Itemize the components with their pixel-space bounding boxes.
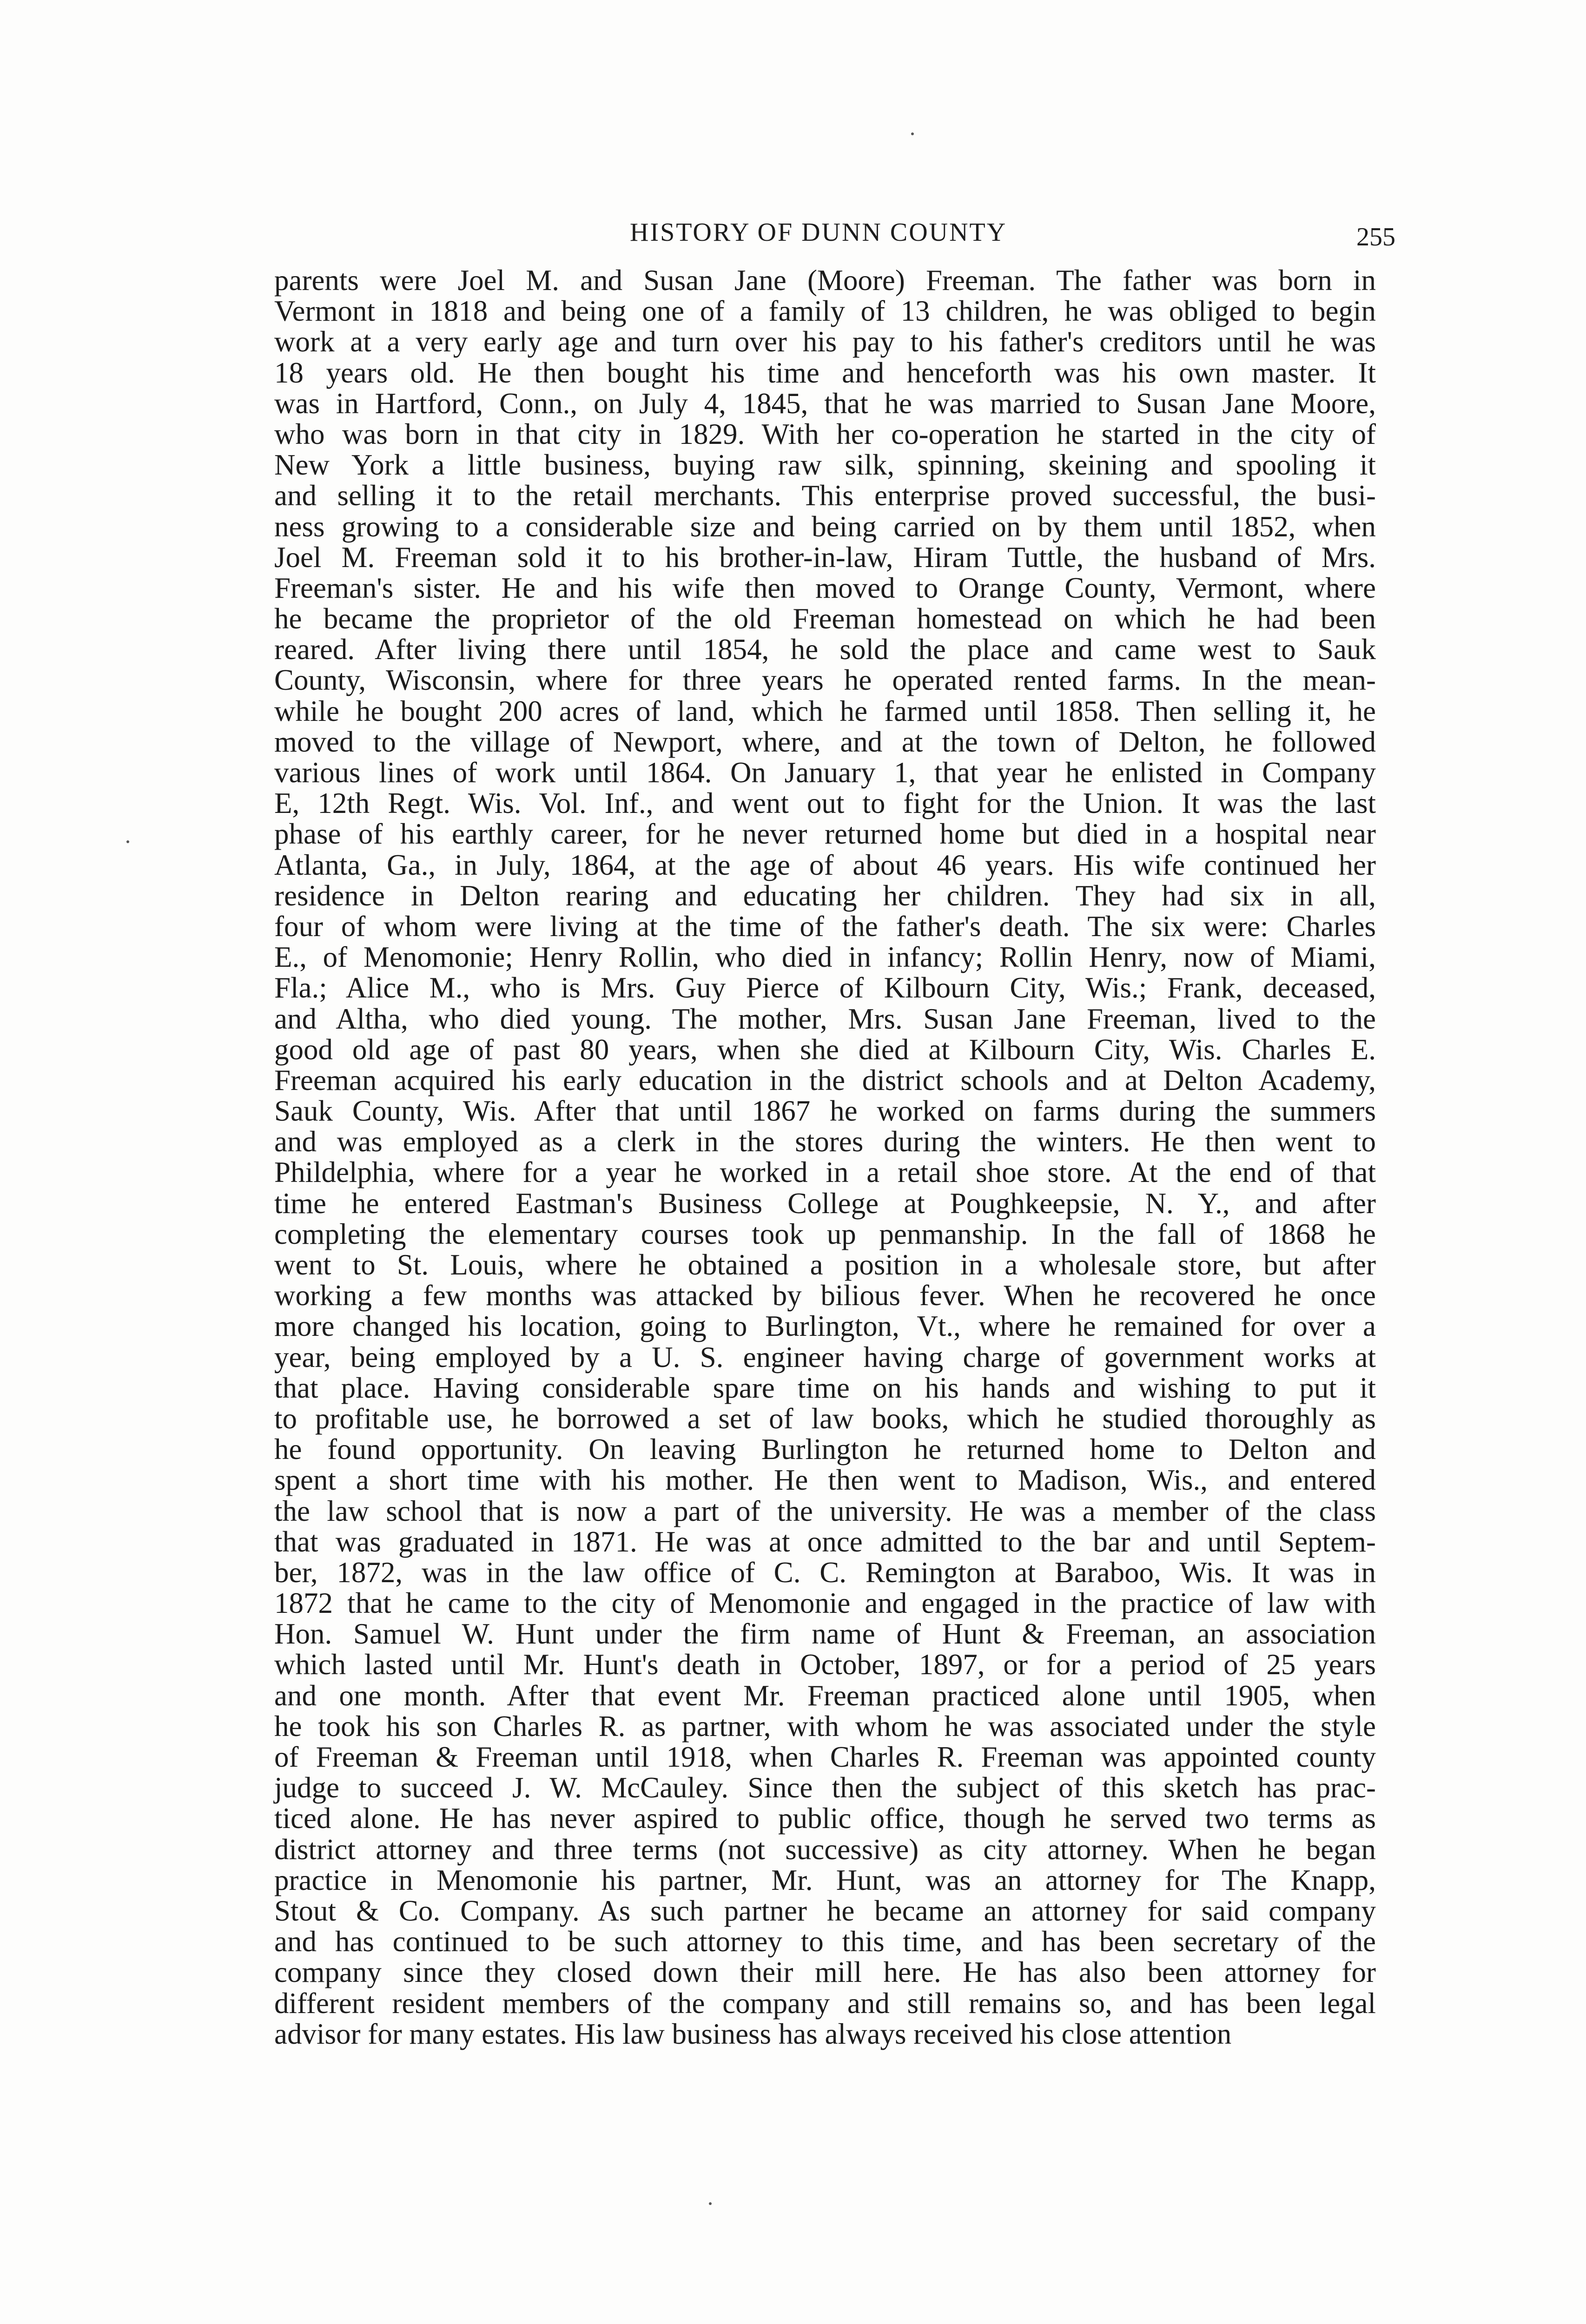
running-head: HISTORY OF DUNN COUNTY bbox=[630, 218, 1007, 247]
text-line: to profitable use, he borrowed a set of law books, which he studied thoroughly as bbox=[274, 1402, 1376, 1435]
text-line: ticed alone. He has never aspired to public office, though he served two terms as bbox=[274, 1802, 1376, 1835]
text-line: working a few months was attacked by bilious fever. When he recovered he once bbox=[274, 1279, 1376, 1312]
text-line: good old age of past 80 years, when she died at Kilbourn City, Wis. Charles E. bbox=[274, 1033, 1376, 1066]
text-line: judge to succeed J. W. McCauley. Since then the subject of this sketch has prac- bbox=[274, 1771, 1376, 1804]
text-line: completing the elementary courses took up penmanship. In the fall of 1868 he bbox=[274, 1217, 1376, 1250]
scan-speck bbox=[911, 132, 914, 135]
text-line: spent a short time with his mother. He then went to Madison, Wis., and entered bbox=[274, 1464, 1376, 1497]
text-line: New York a little business, buying raw silk, spinning, skeining and spooling it bbox=[274, 449, 1376, 482]
text-line: and was employed as a clerk in the stores during the winters. He then went to bbox=[274, 1125, 1376, 1158]
text-line: advisor for many estates. His law business has always received his close attention bbox=[274, 2017, 1232, 2050]
text-line: Freeman's sister. He and his wife then moved to Orange County, Vermont, where bbox=[274, 571, 1376, 604]
text-line: time he entered Eastman's Business College at Poughkeepsie, N. Y., and after bbox=[274, 1187, 1376, 1220]
text-line: Hon. Samuel W. Hunt under the firm name of Hunt & Freeman, an association bbox=[274, 1618, 1376, 1651]
body-paragraph bbox=[274, 265, 1376, 2049]
text-line: he became the proprietor of the old Freeman homestead on which he had been bbox=[274, 602, 1376, 635]
text-line: district attorney and three terms (not successive) as city attorney. When he began bbox=[274, 1833, 1376, 1866]
text-line: practice in Menomonie his partner, Mr. Hunt, was an attorney for The Knapp, bbox=[274, 1863, 1376, 1896]
text-line: company since they closed down their mill here. He has also been attorney for bbox=[274, 1956, 1376, 1989]
text-line: was in Hartford, Conn., on July 4, 1845, that he was married to Susan Jane Moore, bbox=[274, 387, 1376, 420]
text-line: Fla.; Alice M., who is Mrs. Guy Pierce of Kilbourn City, Wis.; Frank, deceased, bbox=[274, 971, 1376, 1004]
text-line: and one month. After that event Mr. Freeman practiced alone until 1905, when bbox=[274, 1679, 1376, 1712]
text-line: Atlanta, Ga., in July, 1864, at the age of about 46 years. His wife continued her bbox=[274, 848, 1376, 881]
scan-speck bbox=[126, 840, 129, 843]
text-line: Freeman acquired his early education in the district schools and at Delton Academy, bbox=[274, 1063, 1376, 1096]
scan-speck bbox=[709, 2202, 712, 2205]
text-line: which lasted until Mr. Hunt's death in October, 1897, or for a period of 25 years bbox=[274, 1648, 1376, 1681]
text-line: the law school that is now a part of the university. He was a member of the class bbox=[274, 1494, 1376, 1527]
text-line: E, 12th Regt. Wis. Vol. Inf., and went out to fight for the Union. It was the last bbox=[274, 787, 1376, 820]
text-line: E., of Menomonie; Henry Rollin, who died in infancy; Rollin Henry, now of Miami, bbox=[274, 941, 1376, 974]
text-line: Vermont in 1818 and being one of a family of 13 children, he was obliged to begin bbox=[274, 295, 1376, 328]
text-line: ness growing to a considerable size and being carried on by them until 1852, when bbox=[274, 510, 1376, 543]
text-line: that place. Having considerable spare time on his hands and wishing to put it bbox=[274, 1371, 1376, 1404]
text-line: phase of his earthly career, for he never returned home but died in a hospital near bbox=[274, 818, 1376, 851]
text-line: 1872 that he came to the city of Menomonie and engaged in the practice of law with bbox=[274, 1587, 1376, 1620]
text-line: 18 years old. He then bought his time and henceforth was his own master. It bbox=[274, 356, 1376, 389]
text-line: work at a very early age and turn over his pay to his father's creditors until he was bbox=[274, 325, 1376, 358]
text-line: different resident members of the company and still remains so, and has been legal bbox=[274, 1987, 1376, 2020]
text-line: who was born in that city in 1829. With her co-operation he started in the city of bbox=[274, 417, 1376, 450]
text-line: he found opportunity. On leaving Burlington he returned home to Delton and bbox=[274, 1433, 1376, 1466]
text-line: Joel M. Freeman sold it to his brother-in-law, Hiram Tuttle, the husband of Mrs. bbox=[274, 541, 1376, 574]
text-line: that was graduated in 1871. He was at once admitted to the bar and until Septem- bbox=[274, 1525, 1376, 1558]
text-line: residence in Delton rearing and educating her children. They had six in all, bbox=[274, 879, 1376, 912]
text-line: while he bought 200 acres of land, which he farmed until 1858. Then selling it, he bbox=[274, 694, 1376, 727]
text-line: Phildelphia, where for a year he worked in a retail shoe store. At the end of that bbox=[274, 1156, 1376, 1189]
text-line: year, being employed by a U. S. engineer having charge of government works at bbox=[274, 1340, 1376, 1373]
text-line: ber, 1872, was in the law office of C. C. Remington at Baraboo, Wis. It was in bbox=[274, 1556, 1376, 1589]
text-line: more changed his location, going to Burlington, Vt., where he remained for over a bbox=[274, 1310, 1376, 1343]
text-line: he took his son Charles R. as partner, with whom he was associated under the style bbox=[274, 1710, 1376, 1743]
text-line: of Freeman & Freeman until 1918, when Charles R. Freeman was appointed county bbox=[274, 1741, 1376, 1773]
page-number: 255 bbox=[1356, 223, 1395, 251]
text-line: and has continued to be such attorney to this time, and has been secretary of the bbox=[274, 1925, 1376, 1958]
text-line: four of whom were living at the time of the father's death. The six were: Charles bbox=[274, 910, 1376, 943]
text-line: reared. After living there until 1854, he sold the place and came west to Sauk bbox=[274, 633, 1376, 666]
text-line: went to St. Louis, where he obtained a position in a wholesale store, but after bbox=[274, 1248, 1376, 1281]
text-line: and selling it to the retail merchants. This enterprise proved successful, the busi- bbox=[274, 479, 1376, 512]
text-line: various lines of work until 1864. On January 1, that year he enlisted in Company bbox=[274, 756, 1376, 789]
text-line: Sauk County, Wis. After that until 1867 he worked on farms during the summers bbox=[274, 1095, 1376, 1128]
text-line: and Altha, who died young. The mother, Mrs. Susan Jane Freeman, lived to the bbox=[274, 1002, 1376, 1035]
text-line: parents were Joel M. and Susan Jane (Moore) Freeman. The father was born in bbox=[274, 264, 1376, 297]
text-line: County, Wisconsin, where for three years he operated rented farms. In the mean- bbox=[274, 664, 1376, 697]
text-line: Stout & Co. Company. As such partner he became an attorney for said company bbox=[274, 1894, 1376, 1927]
text-line: moved to the village of Newport, where, and at the town of Delton, he followed bbox=[274, 725, 1376, 758]
